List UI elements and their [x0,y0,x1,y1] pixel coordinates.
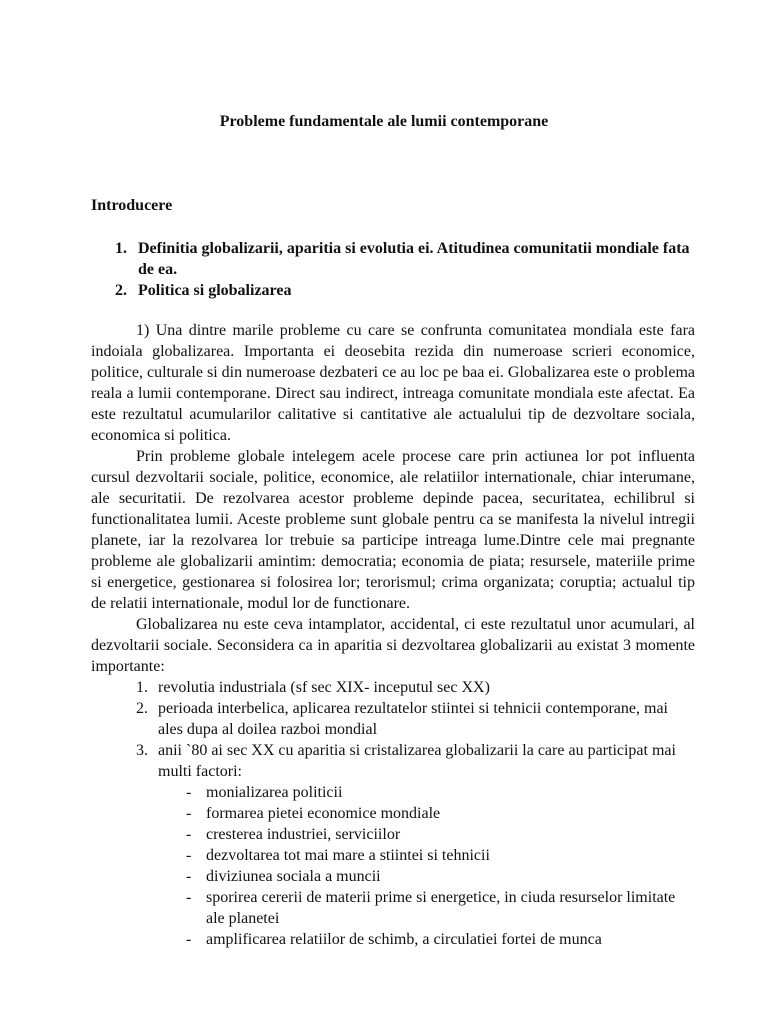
moment-item [91,698,695,740]
factor-item [91,866,695,887]
toc-item [91,238,691,280]
toc-item-number: 1. [115,240,127,257]
paragraph-2: Prin probleme globale intelegem acele procese care prin actiunea lor pot influenta cursul dezvoltarii sociale, politice, economice, ale relatiilor internationale, chiar interumane, ale securitatii. De rezolvarea acestor probleme depinde pacea, securitatea, echilibrul si functionalitatea lumii. Aceste probleme sunt globale pentru ca se manifesta la nivelul intregii planete, iar la rezolvarea lor trebuie sa participe intreaga lume.Dintre cele mai pregnante probleme ale globalizarii amintim: democratia; economia de piata; resursele, materiile prime si energetice, gestionarea si folosirea lor; terorismul; crima organizata; coruptia; actualul tip de relatii internationale, modul lor de functionare. [91,448,695,612]
factor-text: amplificarea relatiilor de schimb, a circulatiei fortei de munca [206,931,602,948]
factor-dash: - [186,868,192,885]
moment-text: perioada interbelica, aplicarea rezultatelor stiintei si tehnicii contemporane, mai ales dupa al doilea razboi mondial [158,700,668,738]
factor-item [91,803,695,824]
toc-item-text: Definitia globalizarii, aparitia si evolutia ei. Atitudinea comunitatii mondiale fata de ea. [138,240,690,278]
moment-number: 1. [136,679,148,696]
table-of-contents [91,238,691,301]
factor-text: dezvoltarea tot mai mare a stiintei si tehnicii [206,847,490,864]
moment-item [91,740,695,782]
factor-item [91,929,695,950]
factor-text: cresterea industriei, serviciilor [206,826,401,843]
factor-dash: - [186,826,192,843]
section-heading-introducere: Introducere [91,197,173,214]
toc-item-number: 2. [115,282,127,299]
document-body [91,320,695,950]
factor-text: formarea pietei economice mondiale [206,805,441,822]
factor-item [91,782,695,803]
factor-dash: - [186,805,192,822]
factor-dash: - [186,889,192,906]
toc-item [91,280,691,301]
moment-number: 2. [136,700,148,717]
paragraph-1: 1) Una dintre marile probleme cu care se confrunta comunitatea mondiala este fara indoiala globalizarea. Importanta ei deosebita rezida din numeroase scrieri economice, politice, culturale si din numeroase dezbateri ce au loc pe baa ei. Globalizarea este o problema reala a lumii contemporane. Direct sau indirect, intreaga comunitate mondiala este afectat. Ea este rezultatul acumularilor calitative si cantitative ale actualului tip de dezvoltare sociala, economica si politica. [91,322,695,444]
moment-item [91,677,695,698]
factor-item [91,824,695,845]
factor-dash: - [186,784,192,801]
factor-text: sporirea cererii de materii prime si energetice, in ciuda resurselor limitate ale planetei [206,889,676,927]
paragraph-3: Globalizarea nu este ceva intamplator, accidental, ci este rezultatul unor acumulari, al dezvoltarii sociale. Seconsidera ca in aparitia si dezvoltarea globalizarii au existat 3 momente importante: [91,616,695,675]
moment-number: 3. [136,742,148,759]
moment-text: anii `80 ai sec XX cu aparitia si cristalizarea globalizarii la care au participat mai multi factori: [158,742,676,780]
factor-item [91,845,695,866]
document-title: Probleme fundamentale ale lumii contemporane [219,113,549,130]
factor-dash: - [186,847,192,864]
factor-item [91,887,695,929]
factor-text: diviziunea sociala a muncii [206,868,381,885]
moment-text: revolutia industriala (sf sec XIX- inceputul sec XX) [158,679,490,696]
toc-item-text: Politica si globalizarea [138,282,292,299]
factor-text: monializarea politicii [206,784,343,801]
factor-dash: - [186,931,192,948]
